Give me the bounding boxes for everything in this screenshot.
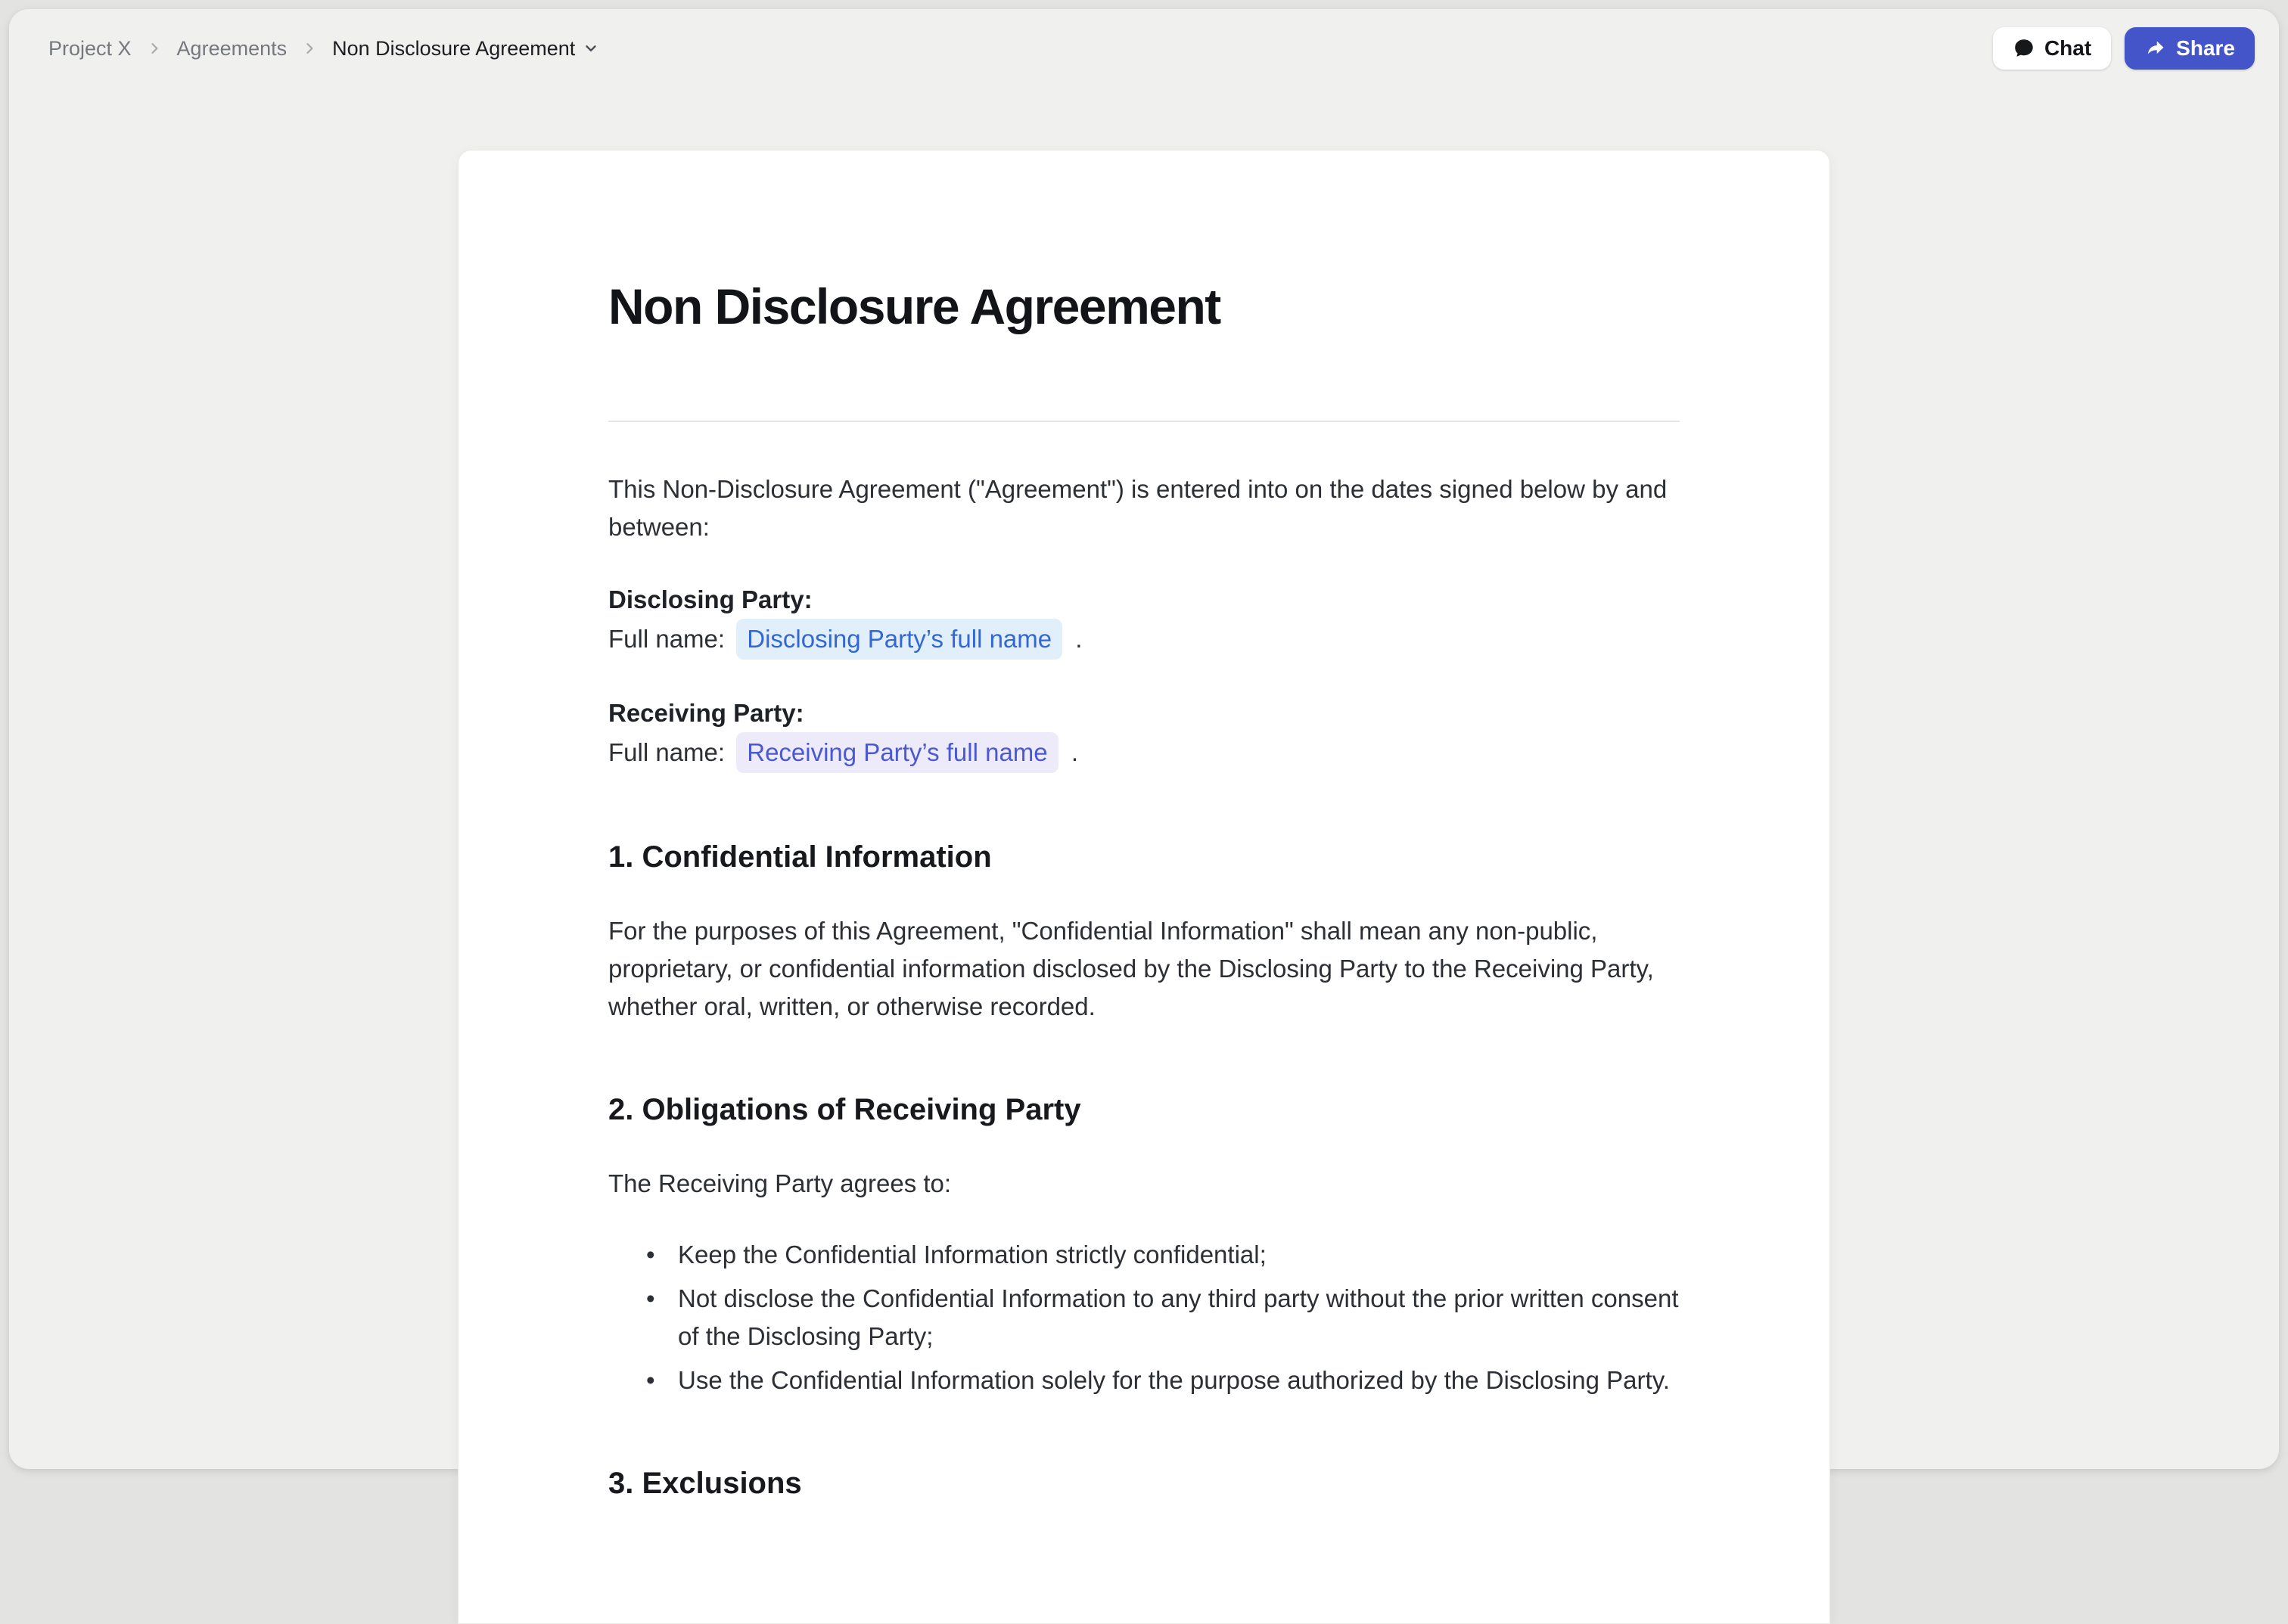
list-item: • Use the Confidential Information solely for the purpose authorized by the Disclosing Party.	[678, 1362, 1680, 1399]
section-2-heading: 2. Obligations of Receiving Party	[608, 1092, 1081, 1126]
breadcrumb	[48, 37, 599, 61]
document-card	[458, 150, 1830, 1624]
disclosing-party-field-line	[608, 619, 1680, 660]
receiving-party-name-field[interactable]: Receiving Party’s full name	[736, 732, 1058, 773]
document-title: Non Disclosure Agreement	[608, 278, 1220, 334]
title-divider	[608, 421, 1680, 422]
chevron-right-icon	[147, 41, 162, 56]
current-document-title: Non Disclosure Agreement	[332, 36, 576, 60]
list-item: • Keep the Confidential Information strictly confidential;	[678, 1236, 1680, 1274]
section-2-paragraph: The Receiving Party agrees to:	[608, 1169, 952, 1197]
chat-bubble-icon	[2013, 37, 2035, 60]
breadcrumb-item-project-x[interactable]: Project X	[48, 36, 132, 60]
share-forward-icon	[2144, 37, 2167, 60]
section-1-heading: 1. Confidential Information	[608, 840, 992, 874]
disclosing-party-label: Disclosing Party:	[608, 585, 813, 613]
receiving-party-field-line	[608, 732, 1680, 773]
obligations-list	[608, 1236, 1680, 1399]
share-button-label: Share	[2176, 36, 2235, 60]
intro-paragraph: This Non-Disclosure Agreement ("Agreement") is entered into on the dates signed below by and between:	[608, 474, 1668, 541]
disclosing-party-name-field[interactable]: Disclosing Party’s full name	[736, 619, 1062, 660]
topbar	[9, 9, 2279, 88]
breadcrumb-item-agreements[interactable]: Agreements	[176, 36, 288, 60]
chat-button[interactable]	[1993, 27, 2111, 70]
breadcrumb-item-current-document[interactable]	[332, 37, 599, 61]
section-1-paragraph: For the purposes of this Agreement, "Confidential Information" shall mean any non-public, proprietary, or confidential information disclosed by the Disclosing Party to the Receiving Party, whether oral, written, or otherwise recorded.	[608, 916, 1654, 1020]
chat-button-label: Chat	[2044, 36, 2092, 60]
list-item: • Not disclose the Confidential Information to any third party without the prior written consent of the Disclosing Party;	[678, 1280, 1680, 1355]
topbar-actions	[1993, 27, 2255, 70]
receiving-party-block	[608, 694, 1680, 773]
section-3-heading: 3. Exclusions	[608, 1466, 802, 1500]
receiving-party-label: Receiving Party:	[608, 698, 804, 727]
share-button[interactable]	[2125, 27, 2255, 70]
full-name-label: Full name:	[608, 737, 726, 766]
field-suffix: .	[1071, 737, 1078, 766]
document-canvas	[9, 88, 2279, 1624]
full-name-label: Full name:	[608, 624, 726, 653]
chevron-down-icon[interactable]	[583, 40, 599, 57]
disclosing-party-block	[608, 581, 1680, 660]
app-window	[9, 9, 2279, 1500]
field-suffix: .	[1075, 624, 1083, 653]
chevron-right-icon	[302, 41, 317, 56]
